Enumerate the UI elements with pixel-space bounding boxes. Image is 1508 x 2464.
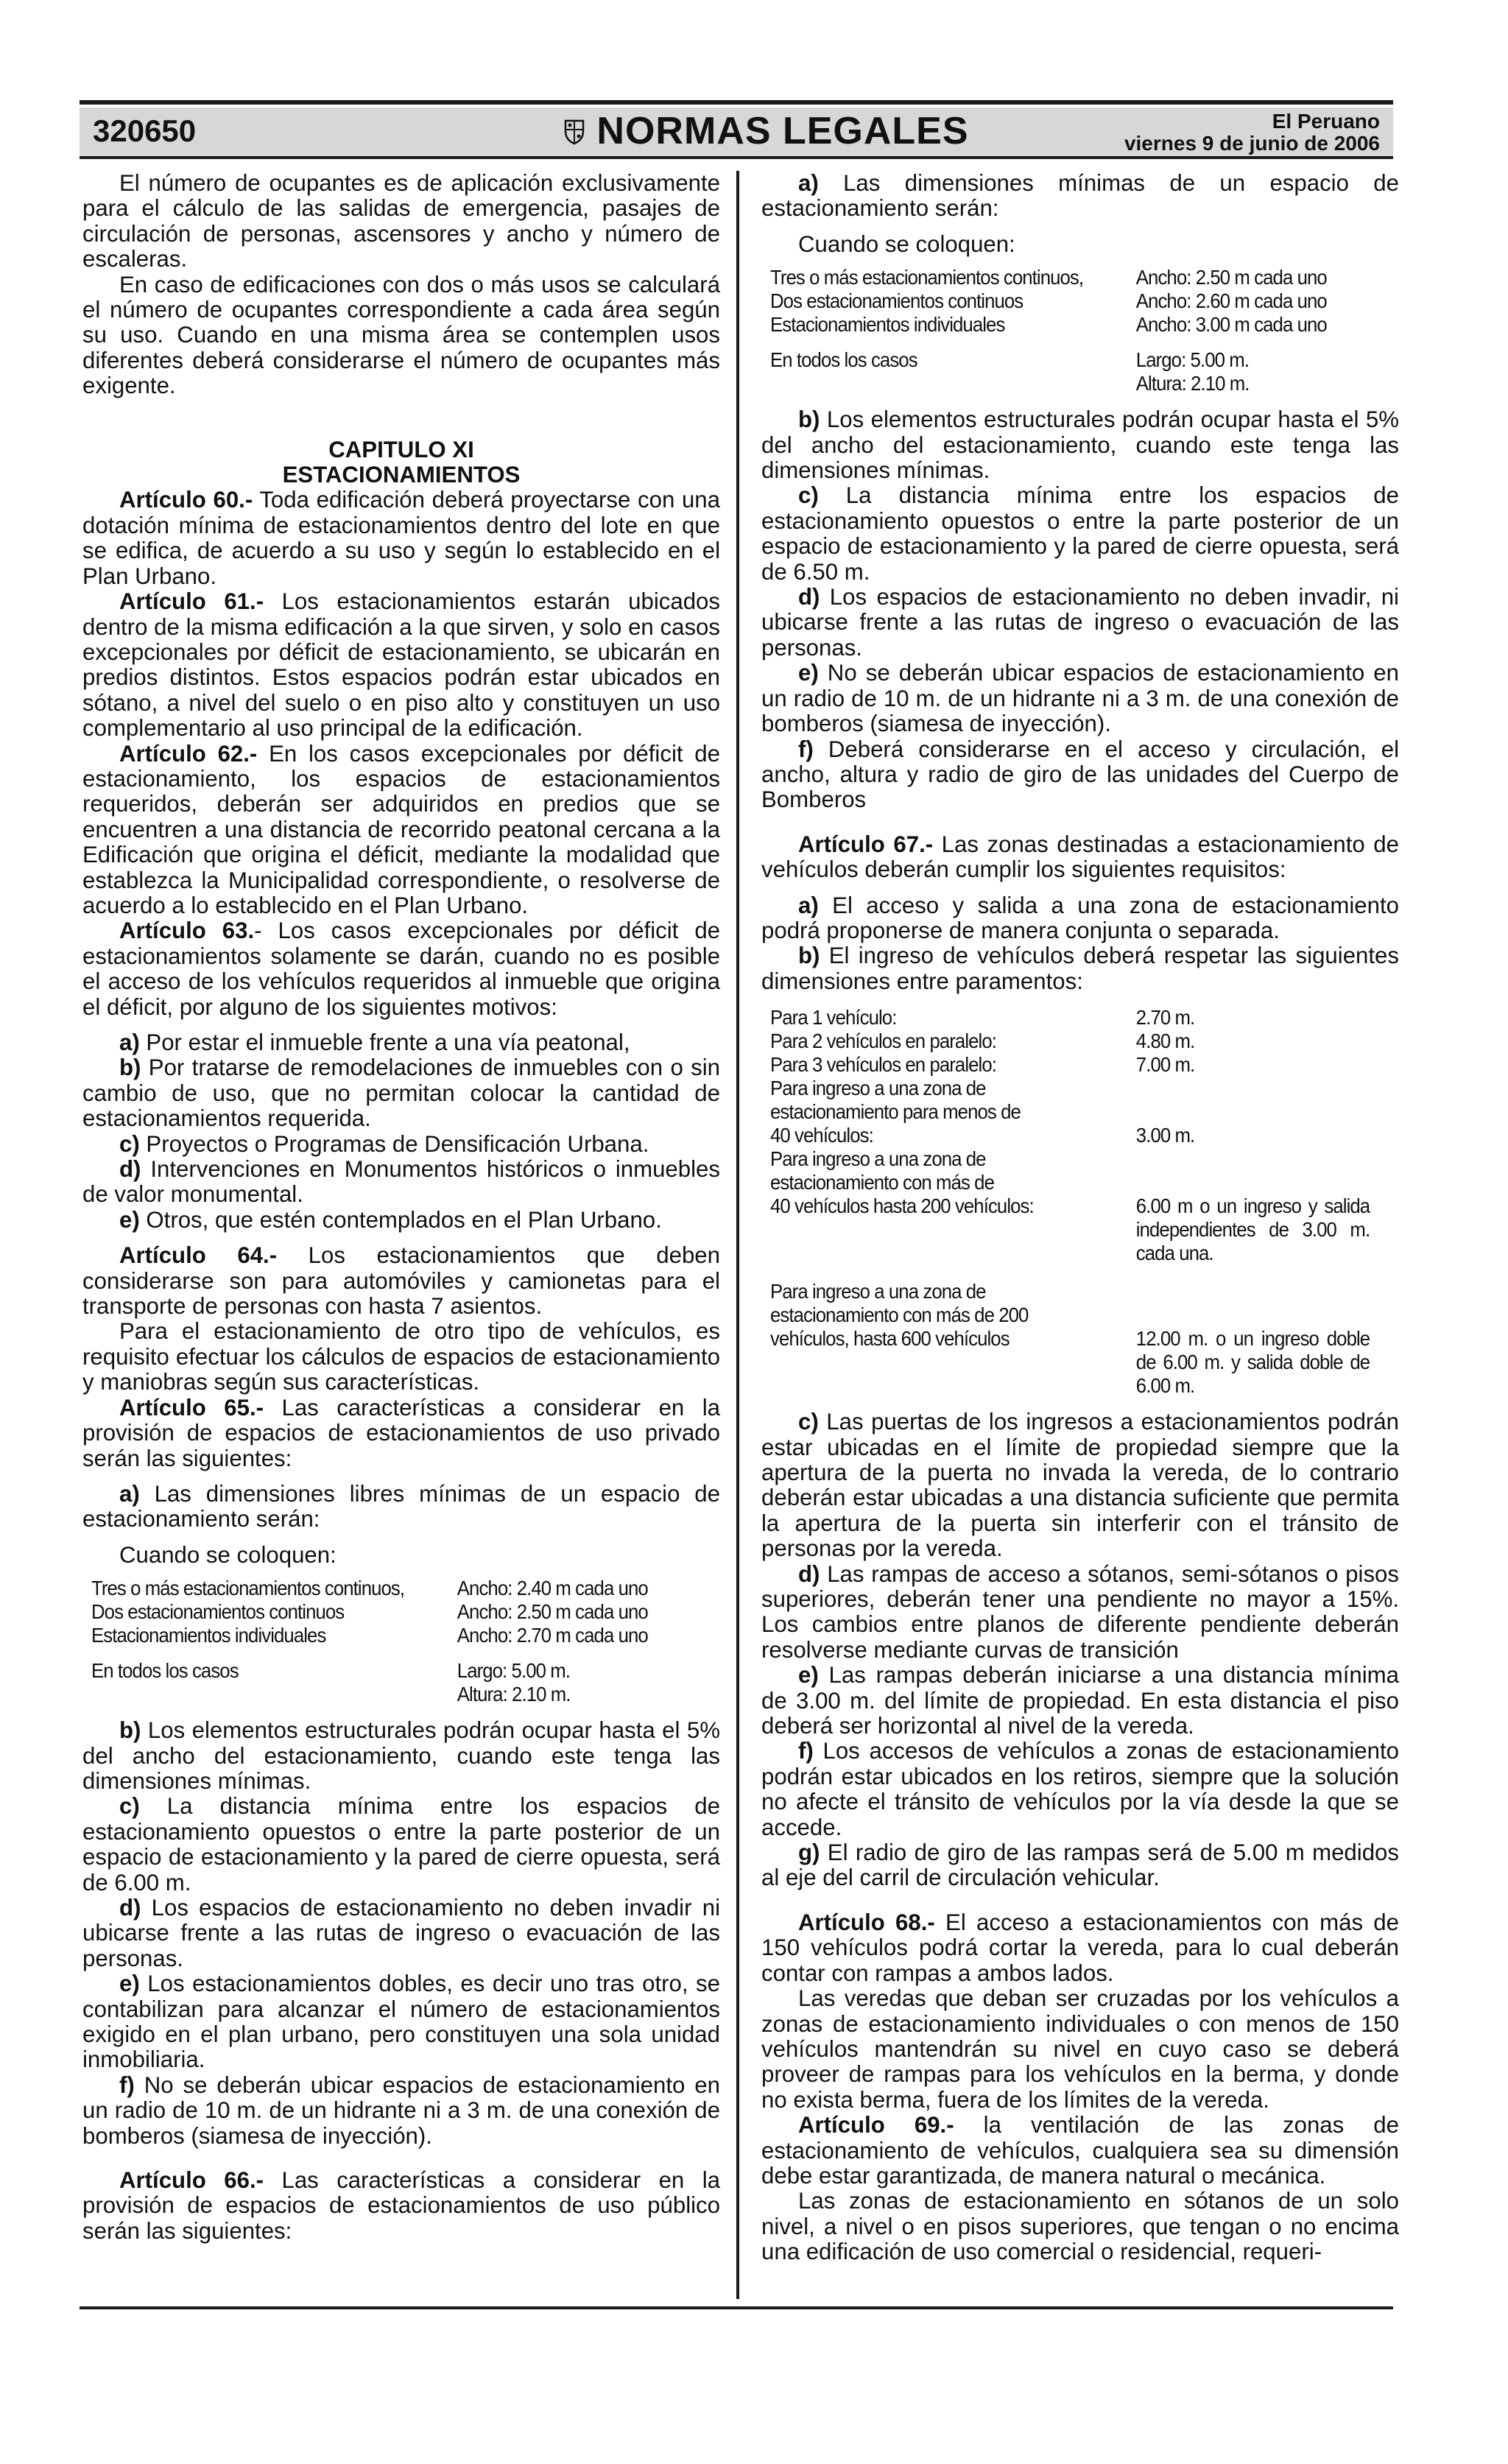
article-label: Artículo 62.-	[119, 740, 258, 767]
item-text: Los estacionamientos dobles, es decir uno tras otro, se contabilizan para alcanzar el número de estacionamientos exigido en el plan urbano, pero constituyen una sola unidad inmobiliaria.	[82, 1971, 720, 2073]
item-label: e)	[119, 1206, 140, 1233]
table-row	[770, 1077, 1393, 1100]
spacer	[770, 337, 1393, 348]
row-value	[1136, 1280, 1370, 1303]
right-column	[761, 171, 1399, 2265]
item-label: a)	[119, 1029, 140, 1055]
article-60	[82, 487, 720, 589]
row-label: Para 2 vehículos en paralelo:	[770, 1029, 996, 1053]
article-label: Artículo 63.	[119, 918, 255, 944]
article-61	[82, 589, 720, 741]
list-item	[761, 1739, 1399, 1840]
item-text: Los espacios de estacionamiento no deben invadir, ni ubicarse frente a las rutas de ingreso o evacuación de las personas.	[761, 584, 1399, 661]
item-text: Deberá considerarse en el acceso y circulación, el ancho, altura y radio de giro de las unidades del Cuerpo de Bomberos	[761, 736, 1399, 813]
list-item	[761, 893, 1399, 944]
section-title	[536, 109, 993, 153]
row-value: 4.80 m.	[1135, 1029, 1195, 1053]
list-item	[761, 737, 1399, 813]
row-value: 2.70 m.	[1135, 1006, 1195, 1029]
table-row	[770, 1029, 1393, 1053]
row-label	[91, 1683, 457, 1706]
table-row	[91, 1600, 714, 1624]
page-header	[80, 100, 1393, 159]
article-label: Artículo 61.-	[119, 588, 264, 615]
item-text: Las rampas de acceso a sótanos, semi-sótanos o pisos superiores, deberán tener una pendiente no mayor a 15%. Los cambios entre planos de diferente pendiente deberán resolverse mediante curvas de transición	[761, 1560, 1399, 1663]
row-label: Estacionamientos individuales	[770, 313, 1005, 337]
list-item	[82, 1208, 720, 1233]
list-item	[761, 171, 1399, 222]
row-label: 40 vehículos hasta 200 vehículos:	[770, 1194, 1034, 1218]
list-item	[761, 943, 1399, 994]
table-row	[770, 372, 1393, 395]
page-number: 320650	[93, 113, 197, 148]
item-label: b)	[119, 1055, 141, 1081]
article-64	[82, 1243, 720, 1319]
table-row	[770, 348, 1393, 372]
row-label: estacionamiento con más de	[770, 1171, 995, 1194]
vehicle-entry-dimensions-table	[770, 1006, 1393, 1398]
row-label: Tres o más estacionamientos continuos,	[91, 1577, 405, 1600]
row-value	[1136, 1303, 1370, 1327]
article-65	[82, 1395, 720, 1471]
article-67	[761, 832, 1399, 883]
article-62	[82, 742, 720, 919]
article-text: Las características a considerar en la provisión de espacios de estacionamientos de uso público serán las siguientes:	[82, 2167, 720, 2244]
row-value: Largo: 5.00 m.	[1135, 348, 1250, 372]
row-label: En todos los casos	[91, 1659, 239, 1683]
list-item	[82, 1055, 720, 1131]
list-item	[82, 1482, 720, 1532]
table-row	[91, 1683, 714, 1706]
list-item	[761, 661, 1399, 736]
article-label: Artículo 67.-	[798, 831, 934, 857]
table-row	[770, 1171, 1393, 1194]
article-text: la ventilación de las zonas de estacionamiento de vehículos, cualquiera sea su dimensión debe estar garantizada, de manera natural o mecánica.	[761, 2112, 1399, 2189]
chapter-title: CAPITULO XI	[328, 436, 474, 462]
row-label: Para 3 vehículos en paralelo:	[770, 1053, 996, 1077]
table-row	[770, 1053, 1393, 1077]
section-title-text: NORMAS LEGALES	[596, 110, 969, 152]
row-label: vehículos, hasta 600 vehículos	[770, 1327, 1010, 1351]
item-label: b)	[798, 406, 820, 433]
item-label: f)	[119, 2071, 135, 2098]
list-item	[82, 1157, 720, 1208]
article-label: Artículo 64.-	[119, 1242, 278, 1269]
list-item	[82, 1971, 720, 2073]
chapter-subtitle: ESTACIONAMIENTOS	[282, 462, 521, 488]
item-text: No se deberán ubicar espacios de estacionamiento en un radio de 10 m. de un hidrante ni a 3 m. de una conexión de bomberos (siamesa de inyección).	[82, 2071, 720, 2149]
table-row	[91, 1624, 714, 1647]
list-item	[82, 2073, 720, 2149]
row-label: Dos estacionamientos continuos	[770, 289, 1023, 313]
table-row	[91, 1659, 714, 1683]
row-label	[770, 372, 1136, 395]
row-label: En todos los casos	[770, 348, 917, 372]
row-label: Tres o más estacionamientos continuos,	[770, 266, 1084, 289]
item-text: Otros, que estén contemplados en el Plan Urbano.	[139, 1206, 662, 1233]
item-label: c)	[798, 1409, 819, 1435]
chapter-heading	[82, 437, 720, 488]
spacer	[770, 1265, 1393, 1280]
table-row	[91, 1577, 714, 1600]
column-divider	[736, 171, 739, 2299]
item-label: a)	[798, 892, 819, 918]
table-row	[770, 1327, 1393, 1398]
table-row	[770, 1124, 1393, 1147]
item-text: Los elementos estructurales podrán ocupar hasta el 5% del ancho del estacionamiento, cuando este tenga las dimensiones mínimas.	[761, 406, 1399, 484]
article-69	[761, 2113, 1399, 2189]
item-text: El ingreso de vehículos deberá respetar las siguientes dimensiones entre paramentos:	[761, 943, 1399, 994]
paragraph: Las zonas de estacionamiento en sótanos de un solo nivel, a nivel o en pisos superiores, que tengan o no encima una edificación de uso comercial o residencial, requeri-	[761, 2188, 1399, 2265]
item-label: e)	[119, 1971, 140, 1997]
row-value: Ancho: 2.60 m cada uno	[1135, 289, 1327, 313]
item-label: a)	[119, 1480, 140, 1507]
paragraph: El número de ocupantes es de aplicación exclusivamente para el cálculo de las salidas de emergencia, pasajes de circulación de personas, ascensores y ancho y número de escaleras.	[82, 170, 720, 272]
table-row	[770, 1194, 1393, 1265]
article-label: Artículo 66.-	[119, 2167, 264, 2194]
list-item	[761, 483, 1399, 585]
item-label: g)	[798, 1840, 820, 1866]
item-label: c)	[119, 1130, 140, 1157]
item-text: Los elementos estructurales podrán ocupar hasta el 5% del ancho del estacionamiento, cuando este tenga las dimensiones mínimas.	[82, 1717, 720, 1794]
article-66	[82, 2168, 720, 2244]
article-63	[82, 918, 720, 1020]
item-label: b)	[119, 1717, 141, 1744]
table-row	[770, 313, 1393, 337]
list-item	[761, 1562, 1399, 1664]
item-label: b)	[798, 943, 820, 969]
row-value: Largo: 5.00 m.	[457, 1659, 571, 1683]
table-caption: Cuando se coloquen:	[798, 230, 1015, 257]
item-label: e)	[798, 660, 819, 686]
list-item	[82, 1895, 720, 1971]
item-label: d)	[119, 1156, 141, 1183]
row-label: Para 1 vehículo:	[770, 1006, 897, 1029]
paragraph: Para el estacionamiento de otro tipo de vehículos, es requisito efectuar los cálculos de espacios de estacionamiento y maniobras según sus características.	[82, 1318, 720, 1395]
row-label: Estacionamientos individuales	[91, 1624, 326, 1647]
list-item	[82, 1030, 720, 1055]
row-label: 40 vehículos:	[770, 1124, 873, 1147]
table-row	[770, 1280, 1393, 1303]
list-item	[761, 407, 1399, 483]
list-item	[82, 1132, 720, 1157]
item-text: Por estar el inmueble frente a una vía peatonal,	[139, 1029, 630, 1055]
item-text: La distancia mínima entre los espacios de estacionamiento opuestos o entre la parte posterior de un espacio de estacionamiento y la pared de cierre opuesta, será de 6.50 m.	[761, 482, 1399, 585]
item-text: Los accesos de vehículos a zonas de estacionamiento podrán estar ubicados en los retiros, siempre que la solución no afecte el tránsito de vehículos por la vía desde la que se accede.	[761, 1738, 1399, 1840]
article-68	[761, 1910, 1399, 1986]
article-label: Artículo 69.-	[798, 2112, 954, 2139]
item-text: Proyectos o Programas de Densificación Urbana.	[139, 1130, 649, 1157]
row-value: Ancho: 2.70 m cada uno	[457, 1624, 648, 1647]
row-value: 12.00 m. o un ingreso doble de 6.00 m. y salida doble de 6.00 m.	[1135, 1327, 1370, 1398]
row-value: Ancho: 2.50 m cada uno	[1135, 266, 1327, 289]
list-item	[761, 1409, 1399, 1561]
item-text: Intervenciones en Monumentos históricos o inmuebles de valor monumental.	[82, 1156, 720, 1208]
list-item	[761, 1840, 1399, 1891]
coat-of-arms-icon	[560, 116, 589, 146]
table-row	[770, 266, 1393, 289]
row-label: estacionamiento con más de 200	[770, 1303, 1029, 1327]
article-text: Las características a considerar en la provisión de espacios de estacionamientos de uso privado serán las siguientes:	[82, 1394, 720, 1471]
paragraph: En caso de edificaciones con dos o más usos se calculará el número de ocupantes correspondiente a cada área según su uso. Cuando en una misma área se contemplen usos diferentes deberá considerarse el número de ocupantes más exigente.	[82, 271, 720, 399]
item-text: Por tratarse de remodelaciones de inmuebles con o sin cambio de uso, que no permitan colocar la cantidad de estacionamientos requerida.	[82, 1055, 720, 1132]
issue-date: viernes 9 de junio de 2006	[1124, 132, 1380, 155]
item-label: c)	[119, 1793, 140, 1820]
article-text: Toda edificación deberá proyectarse con una dotación mínima de estacionamientos dentro del lote en que se edifica, de acuerdo a su uso y según lo establecido en el Plan Urbano.	[82, 487, 720, 589]
row-label: Para ingreso a una zona de	[770, 1147, 986, 1171]
list-item	[82, 1718, 720, 1794]
row-value	[1136, 1100, 1370, 1124]
article-label: Artículo 65.-	[119, 1394, 264, 1421]
table-row	[770, 1006, 1393, 1029]
article-label: Artículo 68.-	[798, 1909, 935, 1935]
item-text: Las dimensiones libres mínimas de un espacio de estacionamiento serán:	[82, 1480, 720, 1532]
list-item	[82, 1794, 720, 1895]
header-masthead	[1124, 110, 1380, 155]
item-label: d)	[119, 1894, 141, 1921]
spacer	[91, 1647, 714, 1659]
item-text: Las rampas deberán iniciarse a una distancia mínima de 3.00 m. del límite de propiedad. En esta distancia el piso deberá ser horizontal al nivel de la vereda.	[761, 1662, 1399, 1739]
table-row	[770, 289, 1393, 313]
row-label: Para ingreso a una zona de	[770, 1280, 986, 1303]
item-label: a)	[798, 170, 819, 196]
row-value: Ancho: 3.00 m cada uno	[1135, 313, 1327, 337]
article-text: El acceso a estacionamientos con más de 150 vehículos podrá cortar la vereda, para lo cual deberán contar con rampas a ambos lados.	[761, 1909, 1399, 1986]
left-column	[82, 171, 720, 2244]
row-label: Dos estacionamientos continuos	[91, 1600, 345, 1624]
newspaper-name: El Peruano	[1272, 110, 1380, 133]
article-text: Los estacionamientos estarán ubicados dentro de la misma edificación a la que sirven, y solo en casos excepcionales por déficit de estacionamiento, se ubicarán en predios distintos. Estos espacios podrán estar ubicados en sótano, a nivel del suelo o en piso alto y constituyen un uso complementario al uso principal de la edificación.	[82, 588, 720, 742]
item-label: f)	[798, 736, 814, 762]
bottom-rule	[80, 2306, 1393, 2309]
article-text: Los estacionamientos que deben considerarse son para automóviles y camionetas para el transporte de personas con hasta 7 asientos.	[82, 1242, 720, 1320]
row-value	[1136, 1147, 1370, 1171]
item-label: d)	[798, 1560, 820, 1587]
row-value: Ancho: 2.50 m cada uno	[457, 1600, 648, 1624]
table-row	[770, 1100, 1393, 1124]
item-text: El acceso y salida a una zona de estacionamiento podrá proponerse de manera conjunta o separada.	[761, 892, 1399, 943]
row-value: 3.00 m.	[1135, 1124, 1195, 1147]
header-top-rule	[80, 100, 1393, 105]
private-parking-dimensions-table	[91, 1577, 714, 1706]
table-row	[770, 1303, 1393, 1327]
header-bottom-rule	[80, 156, 1393, 159]
list-item	[761, 585, 1399, 661]
item-text: La distancia mínima entre los espacios de estacionamiento opuestos o entre la parte posterior de un espacio de estacionamiento y la pared de cierre opuesta, será de 6.00 m.	[82, 1793, 720, 1895]
row-value: 7.00 m.	[1135, 1053, 1195, 1077]
row-value	[1136, 1171, 1370, 1194]
item-text: El radio de giro de las rampas será de 5.00 m medidos al eje del carril de circulación vehicular.	[761, 1840, 1399, 1891]
row-label: estacionamiento para menos de	[770, 1100, 1021, 1124]
item-text: Las puertas de los ingresos a estacionamientos podrán estar ubicadas en el límite de propiedad siempre que la apertura de la puerta no invada la vereda, de lo contrario deberán estar ubicadas a una distancia suficiente que permita la apertura de la puerta sin interferir con el tránsito de personas por la vereda.	[761, 1409, 1399, 1562]
row-value: 6.00 m o un ingreso y salida independientes de 3.00 m. cada una.	[1135, 1194, 1370, 1265]
table-caption: Cuando se coloquen:	[119, 1541, 337, 1568]
article-text: - Los casos excepcionales por déficit de estacionamientos solamente se darán, cuando no es posible el acceso de los vehículos requeridos al inmueble que origina el déficit, por alguno de los siguientes motivos:	[82, 918, 721, 1020]
article-text: En los casos excepcionales por déficit de estacionamiento, los espacios de estacionamientos requeridos, deberán ser adquiridos en predios que se encuentren a una distancia de recorrido peatonal cercana a la Edificación que origina el déficit, mediante la modalidad que establezca la Municipalidad correspondiente, o resolverse de acuerdo a lo establecido en el Plan Urbano.	[82, 740, 720, 918]
row-value: Altura: 2.10 m.	[1135, 372, 1250, 395]
public-parking-dimensions-table	[770, 266, 1393, 395]
row-value	[1136, 1077, 1370, 1100]
row-value: Altura: 2.10 m.	[457, 1683, 571, 1706]
item-text: Las dimensiones mínimas de un espacio de estacionamiento serán:	[761, 170, 1399, 222]
paragraph: Las veredas que deban ser cruzadas por los vehículos a zonas de estacionamiento individuales o con menos de 150 vehículos mantendrán su nivel en cuyo caso se deberá proveer de rampas para los vehículos en la berma, y donde no exista berma, fuera de los límites de la vereda.	[761, 1985, 1399, 2113]
item-label: f)	[798, 1738, 814, 1764]
item-text: No se deberán ubicar espacios de estacionamiento en un radio de 10 m. de un hidrante ni a 3 m. de una conexión de bomberos (siamesa de inyección).	[761, 660, 1399, 737]
table-row	[770, 1147, 1393, 1171]
item-label: d)	[798, 584, 820, 610]
item-label: c)	[798, 482, 819, 509]
row-value: Ancho: 2.40 m cada uno	[457, 1577, 648, 1600]
article-label: Artículo 60.-	[119, 487, 253, 513]
article-text: Las zonas destinadas a estacionamiento de vehículos deberán cumplir los siguientes requisitos:	[761, 831, 1399, 883]
row-label: Para ingreso a una zona de	[770, 1077, 986, 1100]
item-label: e)	[798, 1662, 819, 1689]
item-text: Los espacios de estacionamiento no deben invadir ni ubicarse frente a las rutas de ingreso o evacuación de las personas.	[82, 1894, 720, 1971]
list-item	[761, 1663, 1399, 1739]
